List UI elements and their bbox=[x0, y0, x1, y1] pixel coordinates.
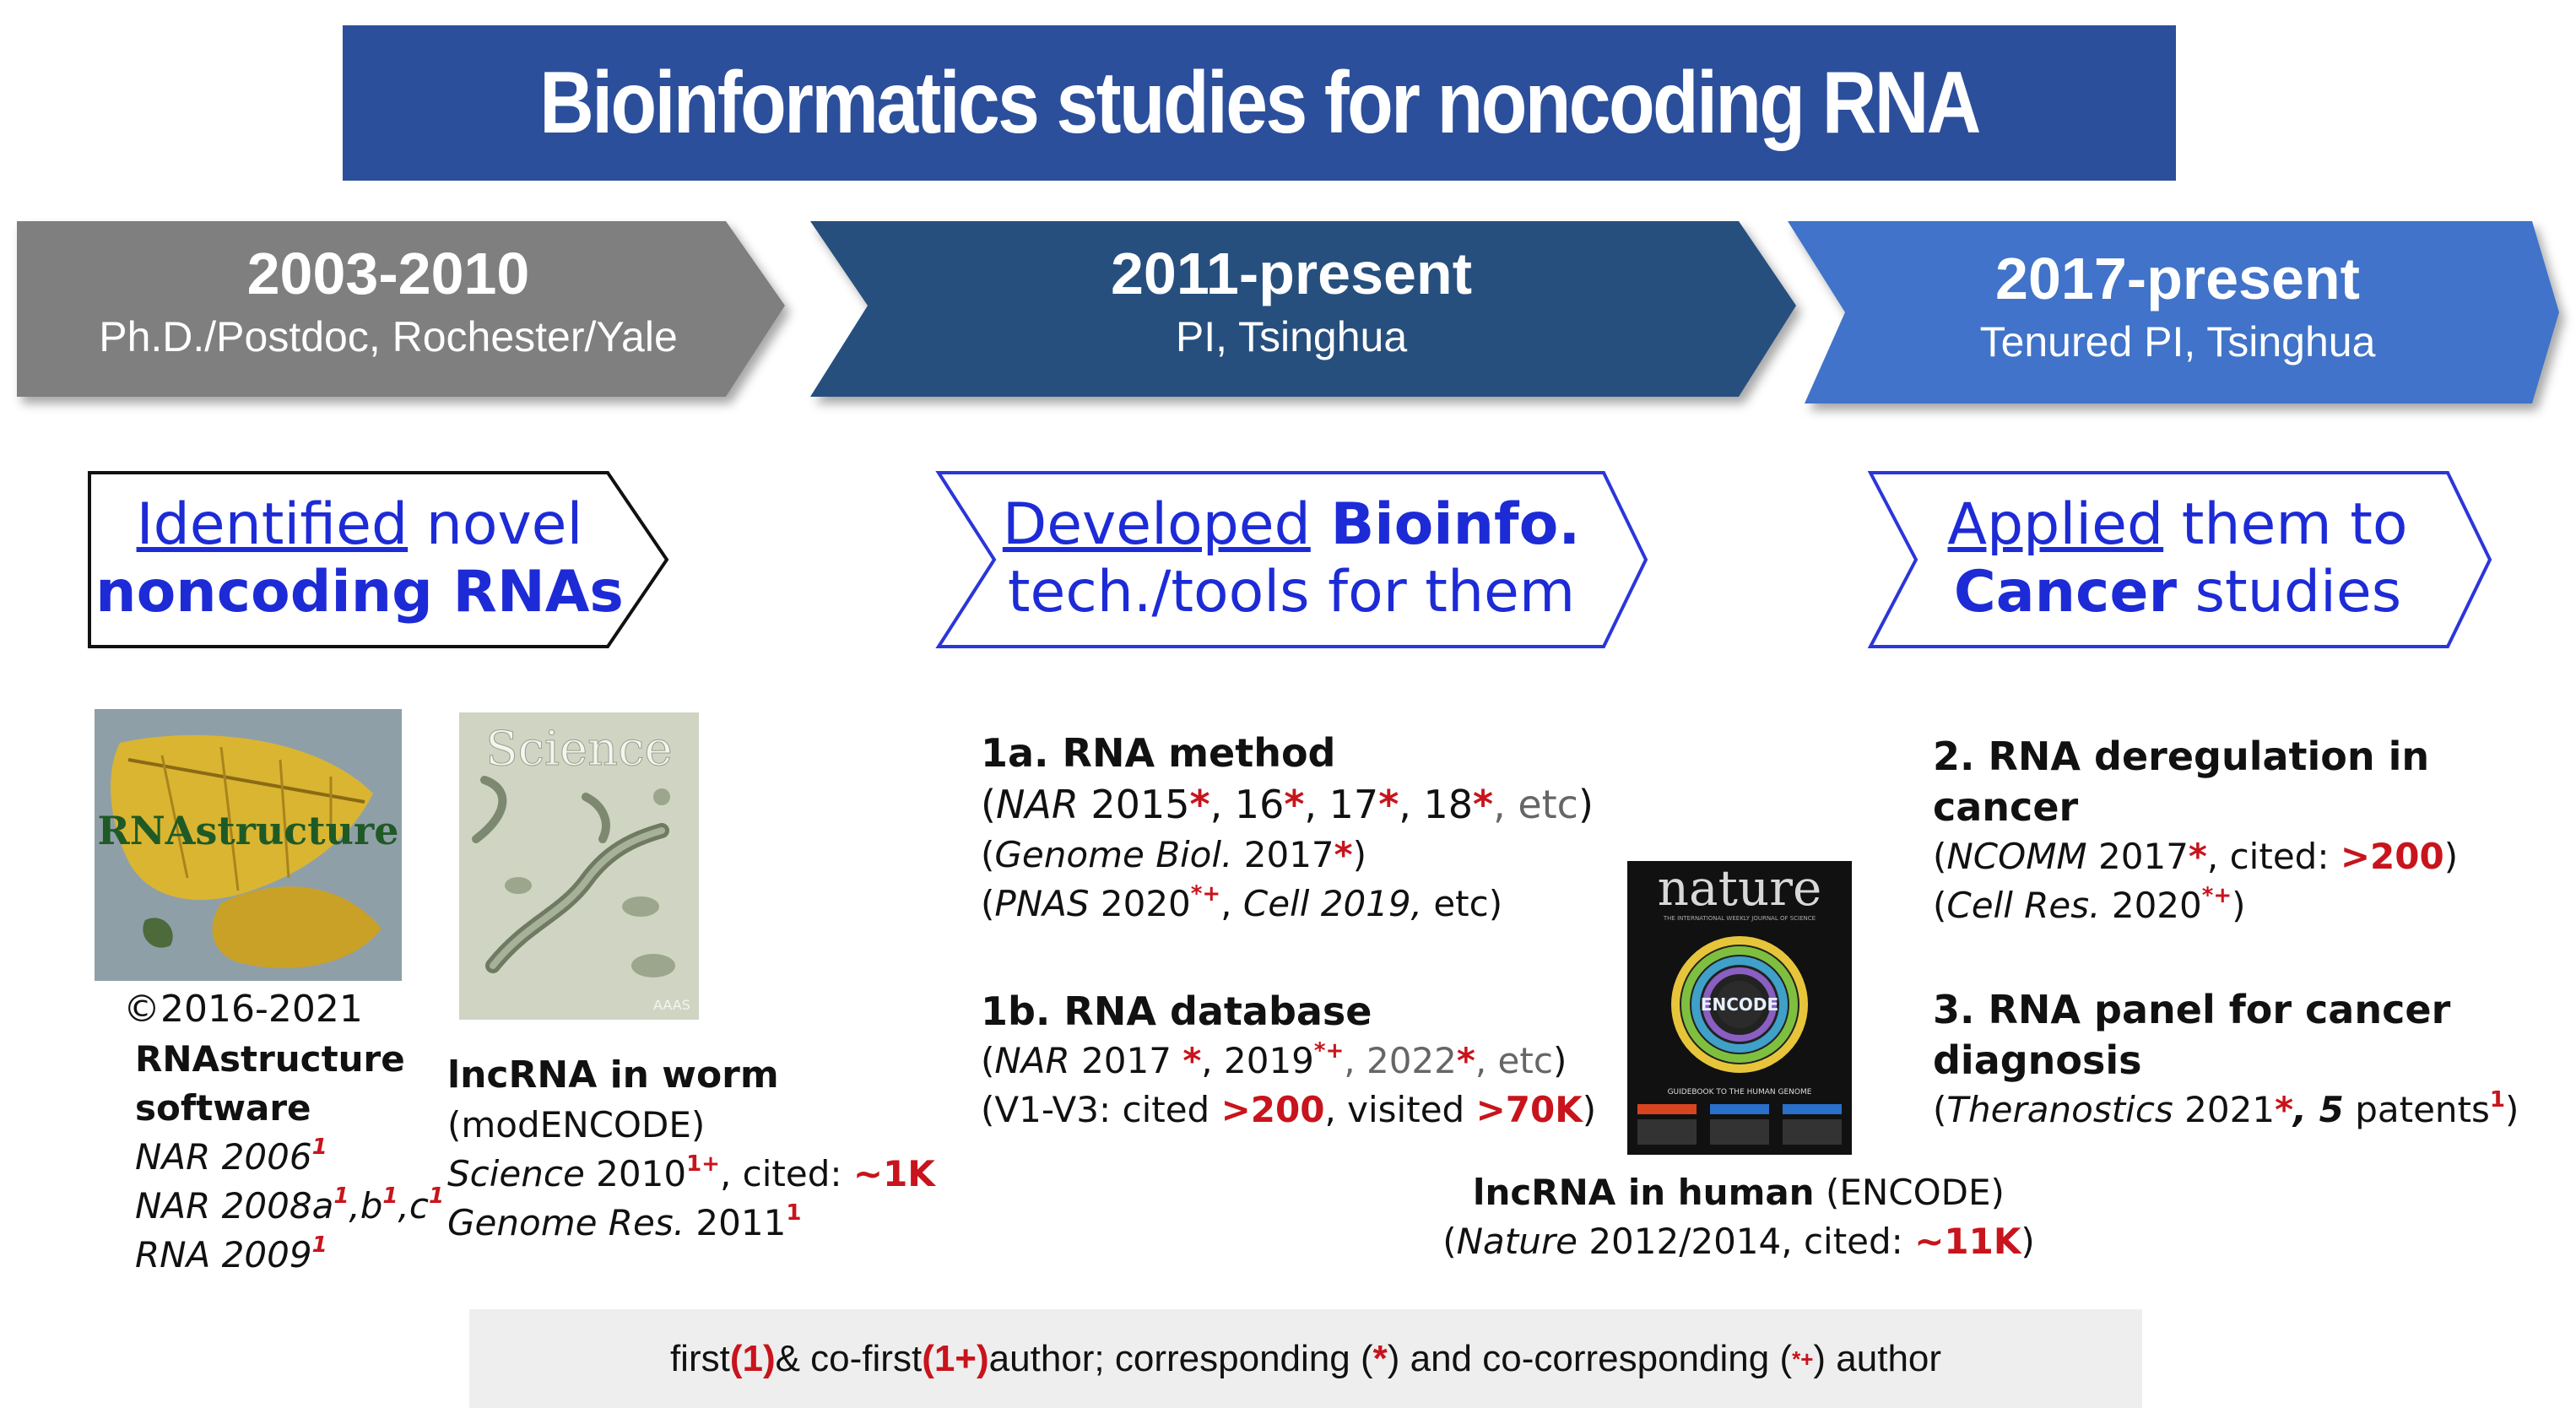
cancer-diagnosis-block: 3. RNA panel for cancer diagnosis (Theranostics 2021*, 5 patents$^1$) bbox=[1933, 987, 2519, 1130]
svg-text:THE INTERNATIONAL WEEKLY JOURN: THE INTERNATIONAL WEEKLY JOURNAL OF SCIENCE bbox=[1663, 915, 1816, 922]
period-1-role: Ph.D./Postdoc, Rochester/Yale bbox=[99, 313, 678, 360]
rna-database-block: 1b. RNA database (NAR 2017 *, 2019*+, 2022*, etc) (V1-V3: cited >200, visited >70K) bbox=[981, 988, 1597, 1130]
identified-link[interactable]: Identified bbox=[136, 491, 409, 558]
period-2-year: 2011-present bbox=[1110, 241, 1473, 306]
box-apply-label: Applied them to Cancer studies bbox=[1947, 491, 2408, 625]
period-3-year: 2017-present bbox=[1995, 246, 2360, 311]
rna-method-block: 1a. RNA method (NAR 2015*, 16*, 17*, 18*, etc) (Genome Biol. 2017*) (PNAS 2020*+, Cell 2019, etc) bbox=[981, 730, 1594, 924]
nature-block: lncRNA in human (ENCODE) (Nature 2012/2014, cited: ~11K) bbox=[1442, 1172, 2035, 1262]
period-2-role: PI, Tsinghua bbox=[1175, 313, 1408, 360]
page-title: Bioinformatics studies for noncoding RNA bbox=[539, 53, 1979, 152]
svg-text:GUIDEBOOK TO THE HUMAN GENOME: GUIDEBOOK TO THE HUMAN GENOME bbox=[1667, 1088, 1812, 1097]
box-develop-label: Developed Bioinfo. tech./tools for them bbox=[1002, 491, 1581, 625]
box-identify-label: Identified novel noncoding RNAs bbox=[95, 491, 624, 625]
period-3-label bbox=[1840, 245, 2515, 366]
worm-block: lncRNA in worm (modENCODE) Science $2010^{1+}$, cited: ~1K Genome Res. 2011$^1$ bbox=[447, 1053, 935, 1243]
legend-text: first (1) & co-first (1+) author; corresponding ( * ) and co-corresponding ( *+ ) author bbox=[669, 1337, 1942, 1379]
developed-link[interactable]: Developed bbox=[1002, 491, 1311, 558]
science-cover-image bbox=[459, 712, 699, 1020]
rnastructure-cover-image bbox=[95, 709, 402, 981]
encode-ring-text: ENCODE bbox=[1700, 994, 1779, 1015]
nature-cover-image bbox=[1627, 861, 1852, 1155]
aaas-logo-text: AAAS bbox=[653, 997, 690, 1013]
period-1-label bbox=[17, 240, 760, 361]
period-1-year: 2003-2010 bbox=[246, 241, 530, 306]
applied-link[interactable]: Applied bbox=[1947, 491, 2164, 558]
science-cover-title: Science bbox=[485, 722, 673, 777]
nature-cover-title: nature bbox=[1657, 861, 1822, 917]
cancer-block: 2. RNA deregulation in cancer (NCOMM 2017*, cited: >200) (Cell Res. 2020*+) bbox=[1933, 734, 2459, 926]
rnastructure-cover-text: RNAstructure bbox=[97, 808, 399, 853]
rnastructure-block: RNAstructure software NAR 2006$^1$ NAR $2008a^1,b^1,c^1$ RNA 2009$^1$ bbox=[135, 1038, 445, 1275]
period-3-role: Tenured PI, Tsinghua bbox=[1979, 318, 2376, 366]
period-2-label bbox=[844, 240, 1739, 361]
rnastructure-copyright: ©2016-2021 bbox=[123, 988, 363, 1031]
